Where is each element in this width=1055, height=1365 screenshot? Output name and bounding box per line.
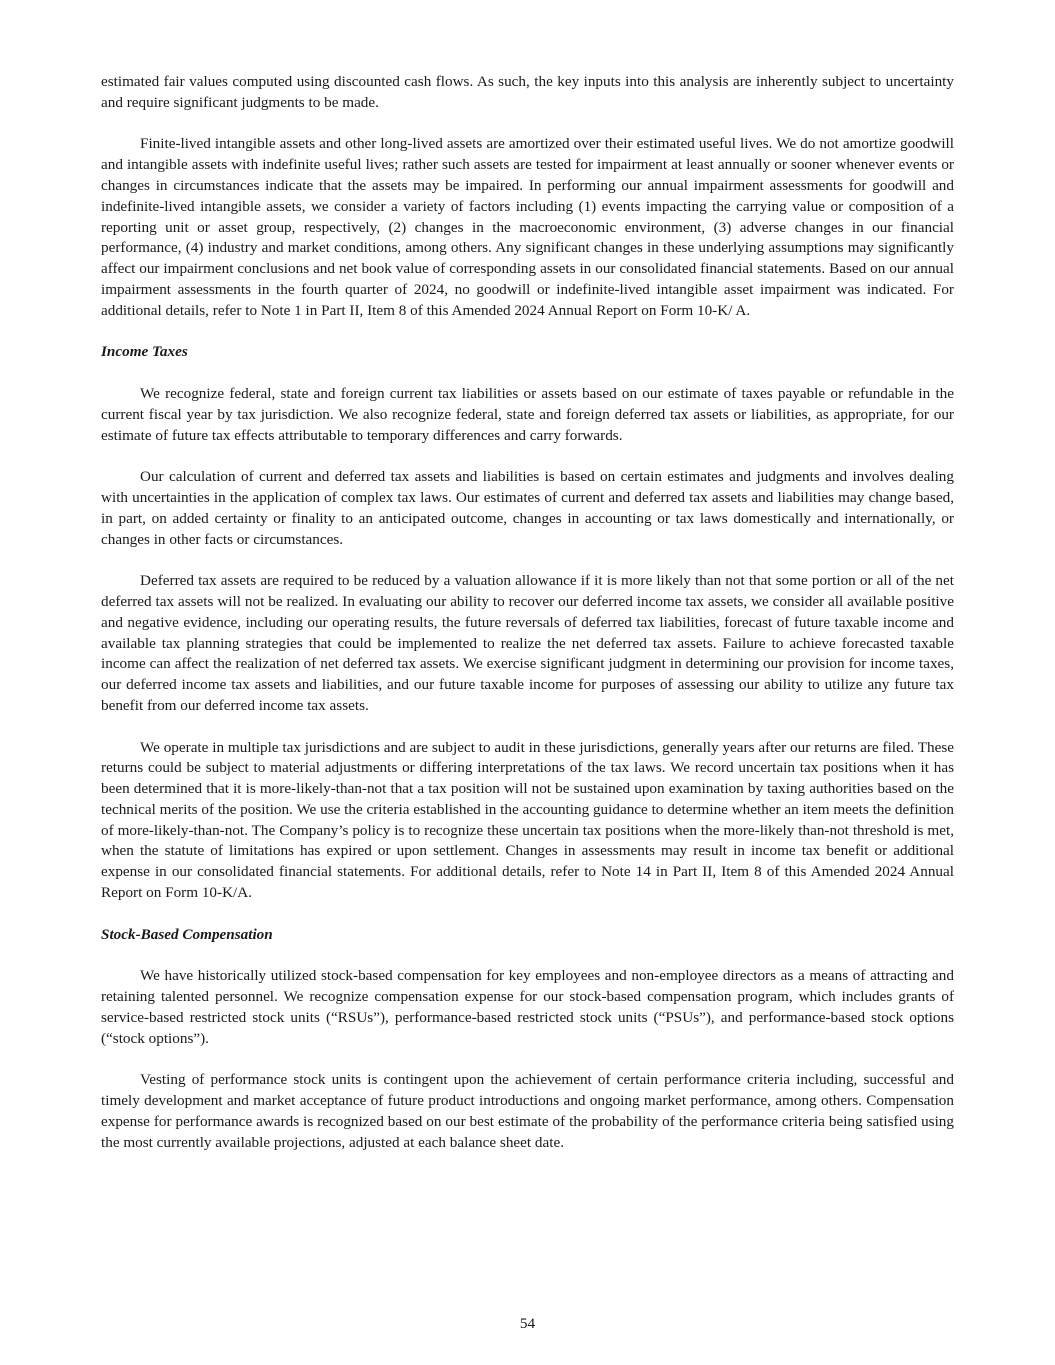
heading-stock-based-compensation: Stock-Based Compensation [101,925,273,943]
page-number: 54 [519,1315,536,1332]
document-body [101,72,954,1174]
paragraph-valuation-allowance: Deferred tax assets are required to be reduced by a valuation allowance if it is more likely than not that some portion or all of the net deferred tax assets will not be realized. In evaluating our ability to recover our deferred income tax assets, we consider all available positive and negative evidence, including our operating results, the future reversals of deferred tax liabilities, forecast of future taxable income and available tax planning strategies that could be implemented to realize the net deferred tax assets. Failure to achieve forecasted taxable income can affect the realization of net deferred tax assets. We exercise significant judgment in determining our provision for income taxes, our deferred income tax assets and liabilities, and our future taxable income for purposes of assessing our ability to utilize any future tax benefit from our deferred income tax assets. [101,572,954,714]
paragraph-tax-calculation: Our calculation of current and deferred tax assets and liabilities is based on certain estimates and judgments and involves dealing with uncertainties in the application of complex tax laws. Our estimates of current and deferred tax assets and liabilities may change based, in part, on added certainty or finality to an anticipated outcome, changes in accounting or tax laws domestically and internationally, or changes in other facts or circumstances. [101,468,954,548]
paragraph-uncertain-tax: We operate in multiple tax jurisdictions and are subject to audit in these jurisdictions, generally years after our returns are filed. These returns could be subject to material adjustments or differing interpretations of the tax laws. We record uncertain tax positions when it has been determined that it is more-likely-than-not that a tax position will not be sustained upon examination by taxing authorities based on the technical merits of the position. We use the criteria established in the accounting guidance to determine whether an item meets the definition of more-likely-than-not. The Company’s policy is to recognize these uncertain tax positions when the more-likely than-not threshold is met, when the statute of limitations has expired or upon settlement. Changes in assessments may result in income tax benefit or additional expense in our consolidated financial statements. For additional details, refer to Note 14 in Part II, Item 8 of this Amended 2024 Annual Report on Form 10-K/A. [101,738,954,902]
paragraph-performance-units: Vesting of performance stock units is contingent upon the achievement of certain performance criteria including, successful and timely development and market acceptance of future product introductions and ongoing market performance, among others. Compensation expense for performance awards is recognized based on our best estimate of the probability of the performance criteria being satisfied using the most currently available projections, adjusted at each balance sheet date. [101,1071,954,1151]
paragraph-impairment: Finite-lived intangible assets and other long-lived assets are amortized over their estimated useful lives. We do not amortize goodwill and intangible assets with indefinite useful lives; rather such assets are tested for impairment at least annually or sooner whenever events or changes in circumstances indicate that the assets may be impaired. In performing our annual impairment assessments for goodwill and indefinite-lived intangible assets, we consider a variety of factors including (1) events impacting the carrying value or composition of a reporting unit or asset group, respectively, (2) changes in the macroeconomic environment, (3) adverse changes in our financial performance, (4) industry and market conditions, among others. Any significant changes in these underlying assumptions may significantly affect our impairment conclusions and net book value of corresponding assets in our consolidated financial statements. Based on our annual impairment assessments in the fourth quarter of 2024, no goodwill or indefinite-lived intangible asset impairment was indicated. For additional details, refer to Note 1 in Part II, Item 8 of this Amended 2024 Annual Report on Form 10-K/ A. [101,135,954,319]
paragraph-tax-recognition: We recognize federal, state and foreign current tax liabilities or assets based on our estimate of taxes payable or refundable in the current fiscal year by tax jurisdiction. We also recognize federal, state and foreign deferred tax assets or liabilities, as appropriate, for our estimate of future tax effects attributable to temporary differences and carry forwards. [101,384,954,444]
paragraph-stock-comp: We have historically utilized stock-based compensation for key employees and non-employee directors as a means of attracting and retaining talented personnel. We recognize compensation expense for our stock-based compensation program, which includes grants of service-based restricted stock units (“RSUs”), performance-based restricted stock units (“PSUs”), and performance-based stock options (“stock options”). [101,967,954,1047]
paragraph-fair-values: estimated fair values computed using discounted cash flows. As such, the key inputs into this analysis are inherently subject to uncertainty and require significant judgments to be made. [101,73,954,111]
heading-income-taxes: Income Taxes [101,343,188,361]
